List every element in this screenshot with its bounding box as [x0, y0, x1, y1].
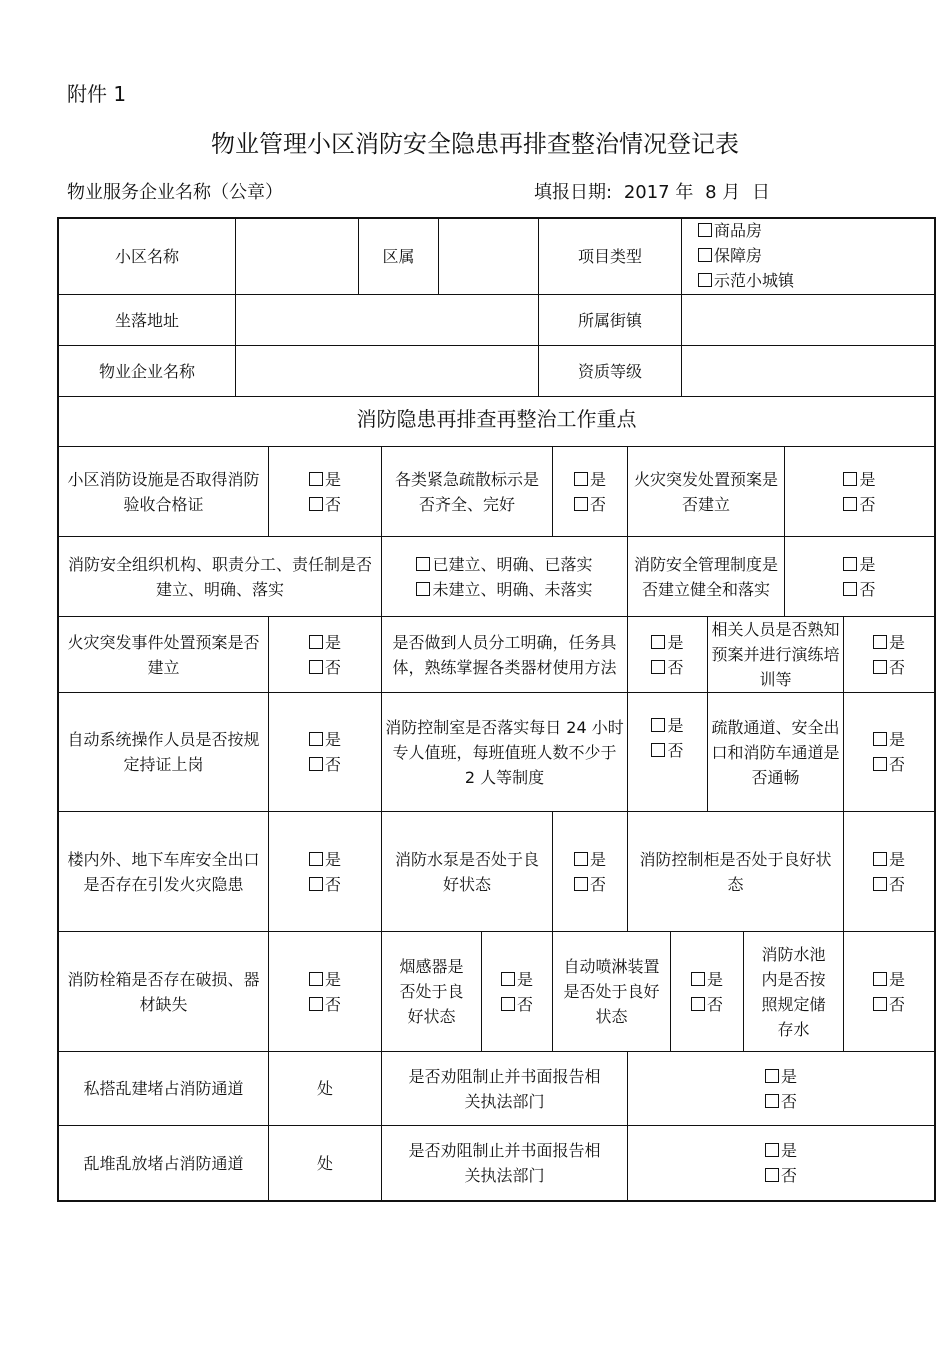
yesno-operator-certified	[269, 693, 381, 811]
checkbox-icon	[309, 997, 323, 1011]
option-label: 已建立、明确、已落实	[432, 554, 593, 574]
community-name-field[interactable]	[236, 218, 358, 294]
checkbox-icon	[574, 877, 588, 891]
option-no[interactable]	[873, 655, 905, 680]
option-yes[interactable]	[651, 630, 683, 655]
q-clutter-stacking: 乱堆乱放堵占消防通道	[83, 1153, 244, 1173]
q-fire-acceptance: 小区消防设施是否取得消防验收合格证	[67, 469, 260, 514]
option-yes[interactable]	[691, 967, 723, 992]
q-management-system: 消防安全管理制度是否建立健全和落实	[634, 554, 779, 599]
option-label: 否	[706, 994, 723, 1014]
date-month: 8 月	[705, 182, 741, 203]
option-yes[interactable]	[765, 1138, 797, 1163]
district-field[interactable]	[439, 218, 538, 294]
option-label: 是	[324, 632, 341, 652]
option-no[interactable]	[765, 1089, 797, 1114]
option-yes[interactable]	[574, 467, 606, 492]
yesno-emergency-plan	[269, 617, 381, 692]
checkbox-icon	[873, 757, 887, 771]
option-no[interactable]	[765, 1163, 797, 1188]
option-label: 是	[667, 716, 684, 735]
district-label: 区属	[382, 246, 415, 266]
yesno-smoke-detector	[482, 932, 552, 1051]
project-type-options	[682, 216, 934, 294]
street-field[interactable]	[682, 295, 934, 345]
section-title: 消防隐患再排查再整治工作重点	[356, 407, 637, 431]
yesno-water-pool	[844, 932, 934, 1051]
checkbox-icon	[309, 757, 323, 771]
checkbox-icon	[651, 660, 665, 674]
option-label: 是	[780, 1066, 797, 1086]
option-label: 未建立、明确、未落实	[432, 579, 593, 599]
q-operator-certified: 自动系统操作人员是否按规定持证上岗	[67, 730, 260, 774]
company-name-field[interactable]	[236, 346, 538, 396]
option-no[interactable]	[843, 492, 875, 517]
option-label: 是	[888, 969, 905, 989]
address-field[interactable]	[236, 295, 538, 345]
q-report-clutter: 是否劝阻制止并书面报告相关执法部门	[408, 1141, 601, 1185]
option-yes[interactable]	[873, 847, 905, 872]
yesno-staff-division	[628, 617, 707, 692]
option-yes[interactable]	[574, 847, 606, 872]
option-label: 是	[589, 469, 606, 489]
option-label: 否	[324, 657, 341, 677]
yesno-management-system	[785, 537, 934, 616]
checkbox-icon	[651, 718, 665, 732]
option-label: 是	[516, 969, 533, 989]
checkbox-icon	[873, 852, 887, 866]
q-fire-pump: 消防水泵是否处于良好状态	[394, 849, 539, 894]
options-organization	[382, 537, 627, 616]
option-label: 是	[888, 730, 905, 749]
checkbox-icon	[698, 273, 712, 287]
checkbox-icon	[651, 743, 665, 757]
option-label: 是	[859, 469, 876, 489]
checkbox-icon	[873, 660, 887, 674]
checkbox-icon	[309, 635, 323, 649]
q-hydrant-box: 消防栓箱是否存在破损、器材缺失	[67, 969, 260, 1014]
yesno-control-cabinet	[844, 812, 934, 931]
checkbox-icon	[843, 497, 857, 511]
option-yes[interactable]	[873, 630, 905, 655]
q-sprinkler: 自动喷淋装置是否处于良好状态	[563, 957, 660, 1026]
checkbox-icon	[309, 972, 323, 986]
yesno-fire-plan	[785, 447, 934, 536]
q-staff-division: 是否做到人员分工明确，任务具体，熟练掌握各类器材使用方法	[392, 632, 617, 677]
checkbox-icon	[873, 635, 887, 649]
option-label: 是	[888, 849, 905, 869]
option-no[interactable]	[574, 492, 606, 517]
checkbox-icon	[691, 972, 705, 986]
qualification-field[interactable]	[682, 346, 934, 396]
checkbox-icon	[765, 1143, 779, 1157]
checkbox-icon	[765, 1094, 779, 1108]
q-report-construction: 是否劝阻制止并书面报告相关执法部门	[408, 1066, 601, 1111]
option-label: 是	[780, 1141, 797, 1160]
option-no[interactable]	[873, 752, 905, 777]
yesno-evacuation-signs	[553, 447, 627, 536]
count-illegal-construction[interactable]: 处	[316, 1079, 333, 1098]
checkbox-icon	[309, 472, 323, 486]
yesno-evacuation-routes	[844, 693, 934, 811]
option-yes[interactable]	[309, 727, 341, 752]
checkbox-icon	[765, 1069, 779, 1083]
yesno-garage-exits	[269, 812, 381, 931]
checkbox-icon	[765, 1168, 779, 1182]
option-no[interactable]	[309, 992, 341, 1017]
option-label: 否	[888, 657, 905, 677]
option-yes[interactable]	[309, 967, 341, 992]
q-evacuation-routes: 疏散通道、安全出口和消防车通道是否通畅	[711, 717, 840, 787]
option-label: 商品房	[714, 220, 763, 240]
option-label: 否	[516, 994, 533, 1014]
option-no[interactable]	[309, 492, 341, 517]
option-no[interactable]	[309, 872, 341, 897]
option-label: 否	[780, 1166, 797, 1185]
option-label: 是	[324, 969, 341, 989]
option-label: 否	[888, 755, 905, 774]
checkbox-icon	[691, 997, 705, 1011]
option-yes[interactable]	[501, 967, 533, 992]
date-day: 日	[752, 182, 770, 203]
option-label: 否	[888, 994, 905, 1014]
checkbox-icon	[843, 582, 857, 596]
option-no[interactable]	[309, 655, 341, 680]
option-label: 是	[324, 730, 341, 749]
checkbox-icon	[501, 997, 515, 1011]
q-emergency-plan: 火灾突发事件处置预案是否建立	[67, 632, 260, 677]
option-label: 是	[324, 469, 341, 489]
checkbox-icon	[309, 852, 323, 866]
option-label: 否	[859, 579, 876, 599]
option-label: 否	[589, 494, 606, 514]
date-year: 2017 年	[623, 182, 694, 203]
option-no[interactable]	[309, 752, 341, 777]
option-no[interactable]	[574, 872, 606, 897]
company-name-label: 物业企业名称	[98, 361, 195, 381]
option-no[interactable]	[651, 655, 683, 680]
q-control-room-duty: 消防控制室是否落实每日 24 小时专人值班，每班值班人数不少于 2 人等制度	[385, 717, 624, 787]
option-label: 否	[589, 874, 606, 894]
option-no[interactable]	[691, 992, 723, 1017]
checkbox-icon	[698, 223, 712, 237]
q-evacuation-signs: 各类紧急疏散标示是否齐全、完好	[394, 469, 539, 514]
option-yes[interactable]	[309, 467, 341, 492]
option-yes[interactable]	[843, 552, 875, 577]
q-fire-plan: 火灾突发处置预案是否建立	[634, 469, 779, 514]
count-clutter-stacking[interactable]: 处	[316, 1153, 333, 1173]
q-drill-training: 相关人员是否熟知预案并进行演练培训等	[711, 620, 840, 689]
yesno-fire-acceptance	[269, 447, 381, 536]
option-label: 否	[324, 494, 341, 514]
option-yes[interactable]	[309, 847, 341, 872]
checkbox-icon	[309, 660, 323, 674]
checkbox-icon	[873, 877, 887, 891]
checkbox-icon	[309, 497, 323, 511]
q-control-cabinet: 消防控制柜是否处于良好状态	[639, 849, 832, 894]
option-label: 否	[780, 1091, 797, 1111]
street-label: 所属街镇	[577, 310, 642, 330]
checkbox-icon	[843, 472, 857, 486]
yesno-report-clutter	[628, 1126, 934, 1200]
yesno-sprinkler	[671, 932, 743, 1051]
q-organization: 消防安全组织机构、职责分工、责任制是否建立、明确、落实	[67, 554, 372, 599]
checkbox-icon	[651, 635, 665, 649]
option-label: 示范小城镇	[714, 270, 795, 290]
q-water-pool: 消防水池内是否按照规定储存水	[761, 944, 826, 1039]
checkbox-icon	[416, 582, 430, 596]
checkbox-icon	[873, 997, 887, 1011]
q-illegal-construction: 私搭乱建堵占消防通道	[83, 1079, 244, 1098]
option-label: 是	[667, 632, 684, 652]
company-seal-label: 物业服务企业名称（公章）	[67, 182, 283, 203]
form-title: 物业管理小区消防安全隐患再排查整治情况登记表	[211, 130, 739, 158]
project-option-commercial[interactable]	[698, 218, 762, 243]
option-label: 是	[324, 849, 341, 869]
yesno-control-room-duty	[628, 693, 707, 783]
option-label: 否	[888, 874, 905, 894]
checkbox-icon	[309, 732, 323, 746]
option-label: 否	[667, 741, 684, 760]
q-garage-exits: 楼内外、地下车库安全出口是否存在引发火灾隐患	[67, 849, 260, 894]
project-option-affordable[interactable]	[698, 243, 762, 268]
option-yes[interactable]	[843, 467, 875, 492]
yesno-drill-training	[844, 617, 934, 692]
checkbox-icon	[574, 497, 588, 511]
checkbox-icon	[843, 557, 857, 571]
option-yes[interactable]	[651, 713, 683, 738]
option-yes[interactable]	[873, 727, 905, 752]
option-label: 保障房	[714, 245, 763, 265]
checkbox-icon	[698, 248, 712, 262]
option-label: 否	[667, 657, 684, 677]
attachment-number: 附件 1	[67, 82, 127, 106]
option-yes[interactable]	[309, 630, 341, 655]
yesno-report-construction	[628, 1052, 934, 1125]
option-label: 是	[888, 632, 905, 652]
address-label: 坐落地址	[114, 310, 179, 330]
project-option-demo-town[interactable]	[698, 268, 794, 293]
checkbox-icon	[574, 852, 588, 866]
checkbox-icon	[873, 972, 887, 986]
option-no[interactable]	[873, 872, 905, 897]
option-no[interactable]	[843, 577, 875, 602]
checkbox-icon	[574, 472, 588, 486]
checkbox-icon	[416, 557, 430, 571]
option-label: 是	[589, 849, 606, 869]
option-no[interactable]	[651, 738, 683, 763]
option-label: 否	[324, 874, 341, 894]
checkbox-icon	[873, 732, 887, 746]
option-label: 否	[324, 994, 341, 1014]
option-yes[interactable]	[765, 1064, 797, 1089]
date-label: 填报日期:	[534, 182, 613, 203]
q-smoke-detector: 烟感器是否处于良好状态	[399, 957, 464, 1026]
yesno-hydrant-box	[269, 932, 381, 1051]
checkbox-icon	[309, 877, 323, 891]
project-type-label: 项目类型	[577, 246, 642, 266]
yesno-fire-pump	[553, 812, 627, 931]
option-yes[interactable]	[873, 967, 905, 992]
checkbox-icon	[501, 972, 515, 986]
option-no[interactable]	[873, 992, 905, 1017]
community-name-label: 小区名称	[114, 246, 179, 266]
qualification-label: 资质等级	[577, 361, 642, 381]
option-established[interactable]	[416, 552, 592, 577]
option-label: 是	[859, 554, 876, 574]
option-no[interactable]	[501, 992, 533, 1017]
option-not-established[interactable]	[416, 577, 592, 602]
option-label: 否	[859, 494, 876, 514]
option-label: 否	[324, 755, 341, 774]
option-label: 是	[706, 969, 723, 989]
